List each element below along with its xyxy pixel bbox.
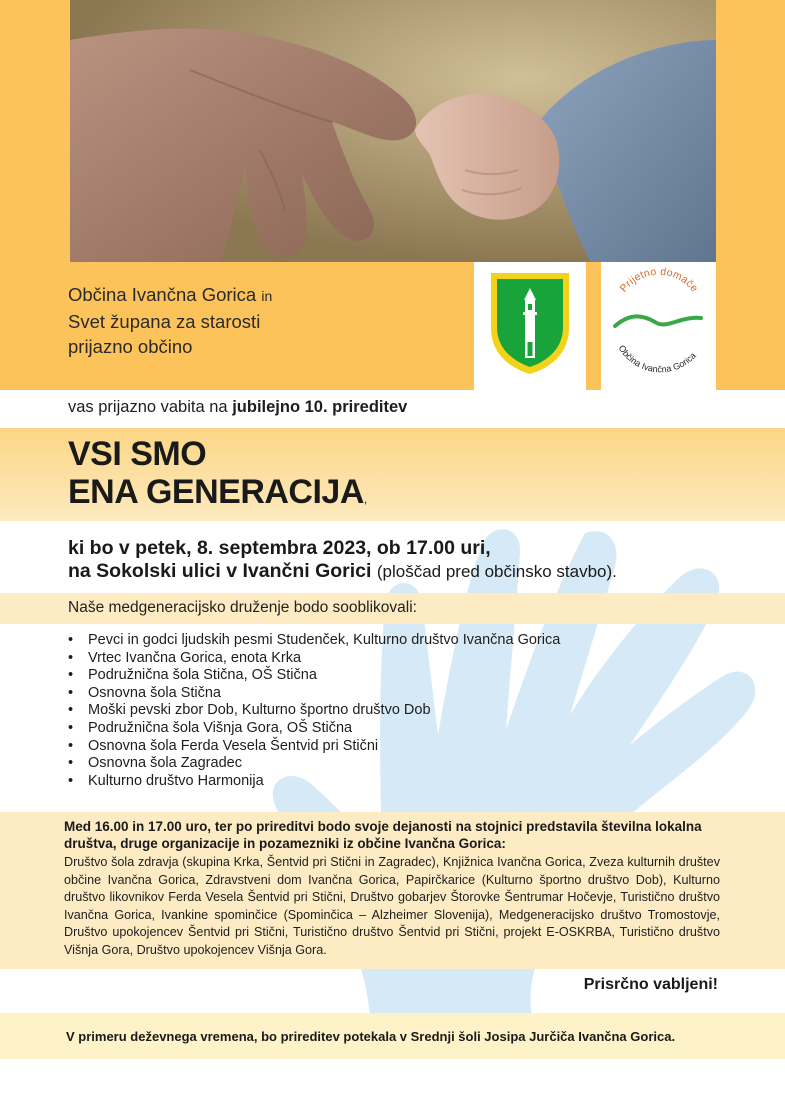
organizers	[68, 282, 272, 359]
event-title	[68, 435, 367, 518]
event-title-line2: ENA GENERACIJA	[68, 473, 364, 511]
closing-welcome: Prisrčno vabljeni!	[583, 976, 718, 993]
stands-list: Društvo šola zdravja (skupina Krka, Šentvid pri Stični in Zagradec), Knjižnica Ivančna Gorica, Zveza kulturnih društev občine Ivančna Gorica, Zdravstveni dom Ivančna Gorica, Papirčkarice (Kulturno športno društvo Dob), Kulturno društvo likovnikov Ferda Vesela Šentvid pri Stični, Društvo gobarjev Štorovke Šentrumar Hočevje, Turistično društvo Ivančna Gorica, Ivankine spominčice (Spominčica – Alzheimer Slovenija), Medgeneracijsko društvo Tromostovje, Društvo upokojencev Šentvid pri Stični, Turistično društvo Šentvid pri Stični, projekt E-OSKRBA, Turistično društvo Višnja Gora, Društvo upokojencev Višnja Gora.	[64, 855, 720, 957]
organizer-municipality: Občina Ivančna Gorica	[68, 284, 257, 305]
invitation-line	[68, 398, 407, 417]
prijetno-domace-logo-box	[601, 262, 716, 390]
logo-bottom-text: Občina Ivančna Gorica	[616, 343, 698, 375]
svg-text:Prijetno domače	[618, 266, 701, 295]
logo-top-text: Prijetno domače	[617, 265, 701, 295]
event-when	[68, 537, 617, 583]
top-band	[0, 0, 785, 262]
rain-notice-band	[0, 1013, 785, 1059]
event-date-line: ki bo v petek, 8. septembra 2023, ob 17.00 uri,	[68, 537, 491, 559]
invitation-emphasis: jubilejno 10. prireditev	[232, 398, 408, 416]
event-place: na Sokolski ulici v Ivančni Gorici	[68, 560, 372, 582]
event-title-comma: ,	[363, 492, 367, 506]
list-item: • Osnovna šola Ferda Vesela Šentvid pri Stični	[66, 738, 560, 756]
title-band	[0, 428, 785, 521]
organizer-council-line1: Svet župana za starosti	[68, 311, 261, 332]
hands-photo	[70, 0, 716, 262]
organizer-band	[0, 262, 785, 390]
participants-list	[66, 632, 560, 790]
event-title-line1: VSI SMO	[68, 435, 207, 473]
list-item: • Moški pevski zbor Dob, Kulturno športno društvo Dob	[66, 702, 560, 720]
invitation-prefix: vas prijazno vabita na	[68, 398, 228, 416]
prijetno-domace-logo	[601, 262, 716, 390]
svg-text:Občina Ivančna Gorica	[617, 343, 698, 374]
rain-notice: V primeru deževnega vremena, bo prireditev potekala v Srednji šoli Josipa Jurčiča Ivančna Gorica.	[66, 1029, 676, 1044]
coat-of-arms-icon	[488, 270, 572, 376]
organizer-connector: in	[261, 288, 273, 304]
list-item: • Vrtec Ivančna Gorica, enota Krka	[66, 650, 560, 668]
list-item: • Osnovna šola Stična	[66, 685, 560, 703]
list-item: • Podružnična šola Stična, OŠ Stična	[66, 667, 560, 685]
organizer-council-line2: prijazno občino	[68, 336, 193, 357]
list-item: • Pevci in godci ljudskih pesmi Studenček, Kulturno društvo Ivančna Gorica	[66, 632, 560, 650]
coat-of-arms-box	[474, 262, 586, 390]
stands-info-band	[0, 812, 785, 969]
list-item: • Podružnična šola Višnja Gora, OŠ Stična	[66, 720, 560, 738]
list-item: • Osnovna šola Zagradec	[66, 755, 560, 773]
event-place-detail: (ploščad pred občinsko stavbo).	[376, 562, 617, 581]
participants-heading: Naše medgeneracijsko druženje bodo sooblikovali:	[68, 599, 417, 616]
list-item: • Kulturno društvo Harmonija	[66, 773, 560, 791]
stands-intro: Med 16.00 in 17.00 uro, ter po prireditvi bodo svoje dejanosti na stojnici predstavila številna lokalna društva, druge organizacije in pozamezniki iz občine Ivančna Gorica:	[64, 819, 702, 851]
participants-heading-band	[0, 593, 785, 624]
